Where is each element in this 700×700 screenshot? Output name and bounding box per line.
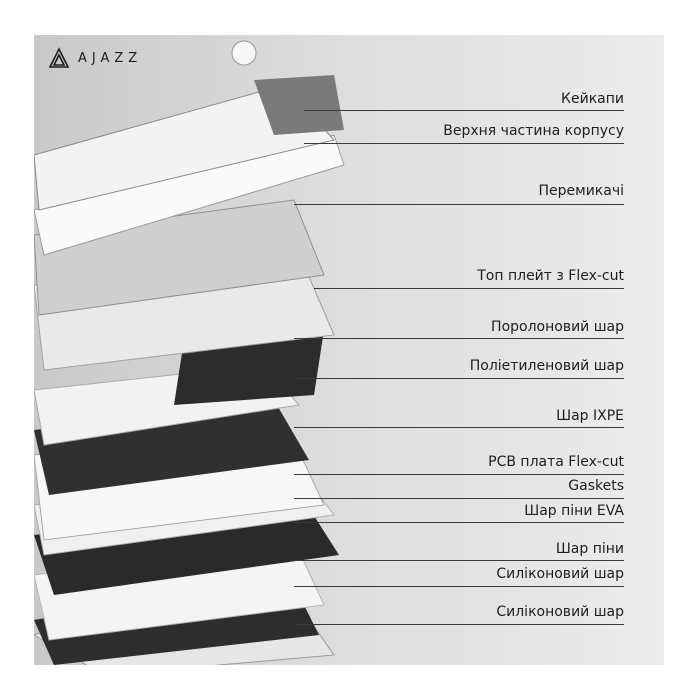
leader-line-switches (294, 204, 624, 205)
leader-line-foam (294, 560, 624, 561)
leader-line-gaskets (294, 498, 624, 499)
leader-line-top-plate (314, 288, 624, 289)
layer-label-pe-layer: Поліетиленовий шар (469, 358, 624, 374)
layer-label-keycaps: Кейкапи (561, 91, 624, 107)
layer-label-silicone-2: Силіконовий шар (496, 604, 624, 620)
leader-line-pe-layer (294, 378, 624, 379)
layer-label-ixpe: Шар IXPE (556, 408, 624, 424)
brand-name: AJAZZ (78, 50, 143, 66)
volume-knob (232, 41, 256, 65)
layer-label-top-plate: Топ плейт з Flex-cut (477, 268, 624, 284)
leader-line-eva-foam (294, 522, 624, 523)
leader-line-keycaps (304, 110, 624, 111)
layer-label-poron-foam: Поролоновий шар (491, 319, 624, 335)
layer-label-pcb: PCB плата Flex-cut (488, 454, 624, 470)
layer-label-top-case: Верхня частина корпусу (443, 123, 624, 139)
product-infographic (34, 35, 664, 665)
leader-line-silicone-1 (294, 586, 624, 587)
brand-logo (48, 47, 142, 69)
leader-line-pcb (294, 474, 624, 475)
ajazz-logo-icon (48, 47, 70, 69)
leader-line-top-case (304, 143, 624, 144)
leader-line-poron-foam (294, 338, 624, 339)
leader-line-silicone-2 (294, 624, 624, 625)
layer-label-switches: Перемикачі (538, 183, 624, 199)
leader-line-ixpe (294, 427, 624, 428)
layer-label-eva-foam: Шар піни EVA (524, 503, 624, 519)
layer-label-silicone-1: Силіконовий шар (496, 566, 624, 582)
layer-label-gaskets: Gaskets (568, 478, 624, 494)
layer-label-foam: Шар піни (555, 541, 624, 557)
